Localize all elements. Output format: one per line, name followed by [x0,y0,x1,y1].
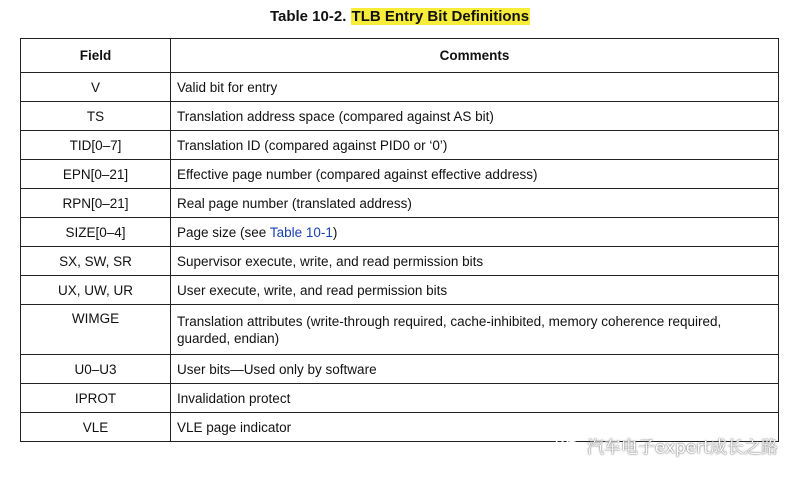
table-row [21,305,779,355]
header-comments: Comments [171,39,779,73]
field-cell: SIZE[0–4] [21,218,171,247]
field-cell: WIMGE [21,305,171,355]
comment-cell: Translation ID (compared against PID0 or ‘0’) [171,131,779,160]
comment-cell: Translation address space (compared against AS bit) [171,102,779,131]
table-row [21,160,779,189]
table-row [21,218,779,247]
wechat-icon [555,434,581,456]
field-cell: TS [21,102,171,131]
field-cell: VLE [21,413,171,442]
comment-cell: Valid bit for entry [171,73,779,102]
comment-cell: User bits—Used only by software [171,355,779,384]
table-row [21,276,779,305]
comment-cell [171,218,779,247]
field-cell: U0–U3 [21,355,171,384]
field-cell: EPN[0–21] [21,160,171,189]
field-cell: TID[0–7] [21,131,171,160]
field-cell: RPN[0–21] [21,189,171,218]
tlb-entry-table [20,38,779,442]
comment-cell: Real page number (translated address) [171,189,779,218]
table-row [21,355,779,384]
comment-cell: Invalidation protect [171,384,779,413]
comment-cell: Translation attributes (write-through required, cache-inhibited, memory coherence required, guarded, endian) [171,305,779,355]
caption-highlighted-title: TLB Entry Bit Definitions [351,8,530,25]
comment-text: Page size (see [177,224,270,240]
table-header-row [21,39,779,73]
table-row [21,73,779,102]
comment-cell: User execute, write, and read permission bits [171,276,779,305]
comment-text: ) [332,224,338,240]
comment-cell: Supervisor execute, write, and read permission bits [171,247,779,276]
table-row [21,247,779,276]
table-row [21,102,779,131]
table-10-1-link[interactable]: Table 10-1 [269,224,333,240]
table-row [21,189,779,218]
field-cell: V [21,73,171,102]
table-caption [0,7,800,27]
field-cell: UX, UW, UR [21,276,171,305]
watermark-text: 汽车电子expert成长之路 [586,437,778,458]
header-field: Field [21,39,171,73]
comment-cell: VLE page indicator [171,413,779,442]
comment-cell: Effective page number (compared against effective address) [171,160,779,189]
watermark [555,432,778,458]
field-cell: SX, SW, SR [21,247,171,276]
caption-prefix: Table 10-2. [269,8,347,25]
field-cell: IPROT [21,384,171,413]
table-row [21,131,779,160]
table-row [21,384,779,413]
